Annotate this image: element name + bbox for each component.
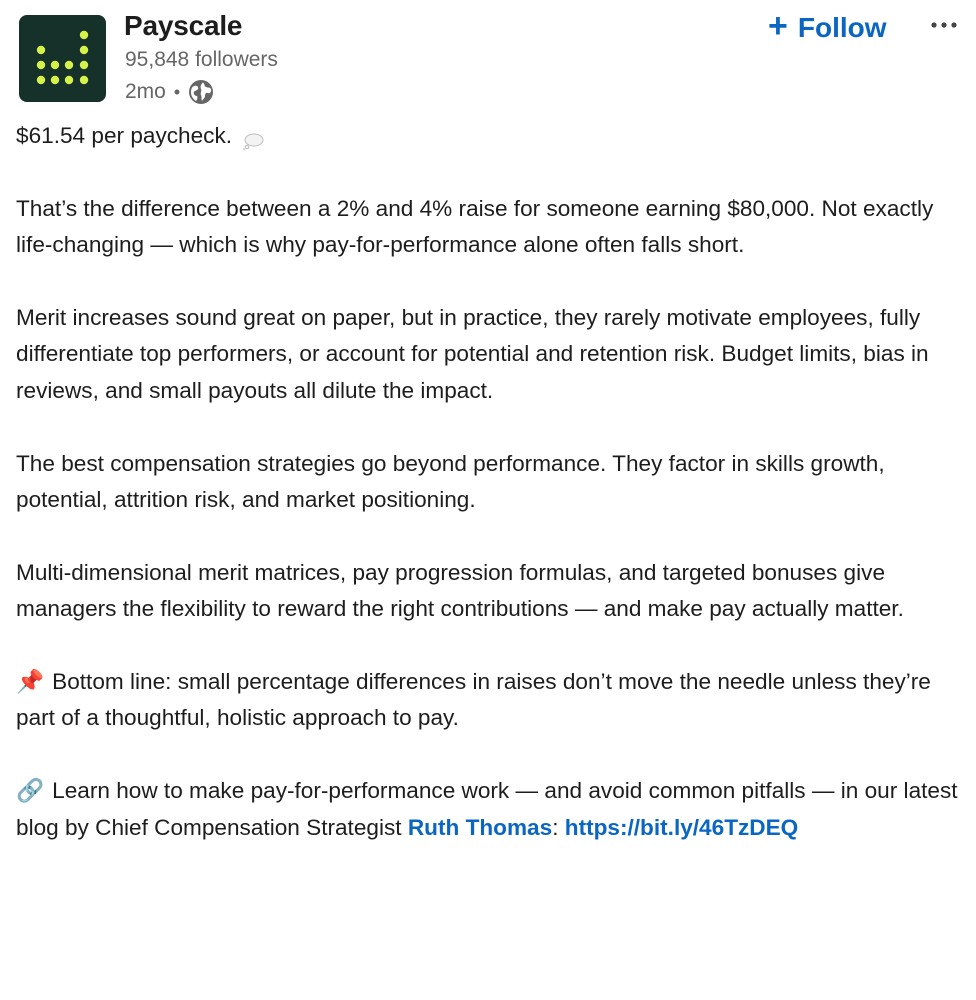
follow-label: Follow [797,12,887,43]
thought-bubble-icon [242,125,264,143]
colon-text: : [552,814,559,840]
follower-count: 95,848 followers [125,48,278,71]
globe-icon [188,79,214,105]
post-paragraph: That’s the difference between a 2% and 4% raise for someone earning $80,000. Not exactly life-changing — which is why pay-for-performance alone often falls short. [16,195,934,258]
post-time: 2mo [125,80,166,103]
link-icon: 🔗 [16,778,45,804]
paragraph-text: Learn how to make pay-for-performance work — and avoid common pitfalls — in our latest blog by Chief Compensation Strategist [16,778,958,840]
paragraph-text: Bottom line: small percentage differences in raises don’t move the needle unless they’re part of a thoughtful, holistic approach to pay. [16,669,931,731]
post-body [16,118,968,846]
more-options-icon[interactable] [926,10,962,40]
post-paragraph [16,118,968,154]
company-logo[interactable] [19,15,106,102]
meta-separator: • [173,81,181,102]
blog-url-link[interactable]: https://bit.ly/46TzDEQ [564,814,799,840]
post-paragraph: The best compensation strategies go beyond performance. They factor in skills growth, potential, attrition risk, and market positioning. [16,450,885,513]
plus-icon: + [768,7,788,45]
follow-button[interactable] [768,8,887,48]
mention-link[interactable]: Ruth Thomas [407,814,553,840]
paragraph-text: $61.54 per paycheck. [16,123,233,148]
post-paragraph: Merit increases sound great on paper, but in practice, they rarely motivate employees, fully differentiate top performers, or account for potential and retention risk. Budget limits, bias in reviews, and small payouts all dilute the impact. [16,305,929,403]
post-paragraph [16,773,968,846]
author-name[interactable]: Payscale [124,10,243,41]
post-meta [125,78,214,106]
post-paragraph: Multi-dimensional merit matrices, pay progression formulas, and targeted bonuses give managers the flexibility to reward the right contributions — and make pay actually matter. [16,559,904,622]
pushpin-icon: 📌 [16,669,45,695]
post-paragraph [16,664,968,737]
payscale-logo-icon [19,15,106,102]
